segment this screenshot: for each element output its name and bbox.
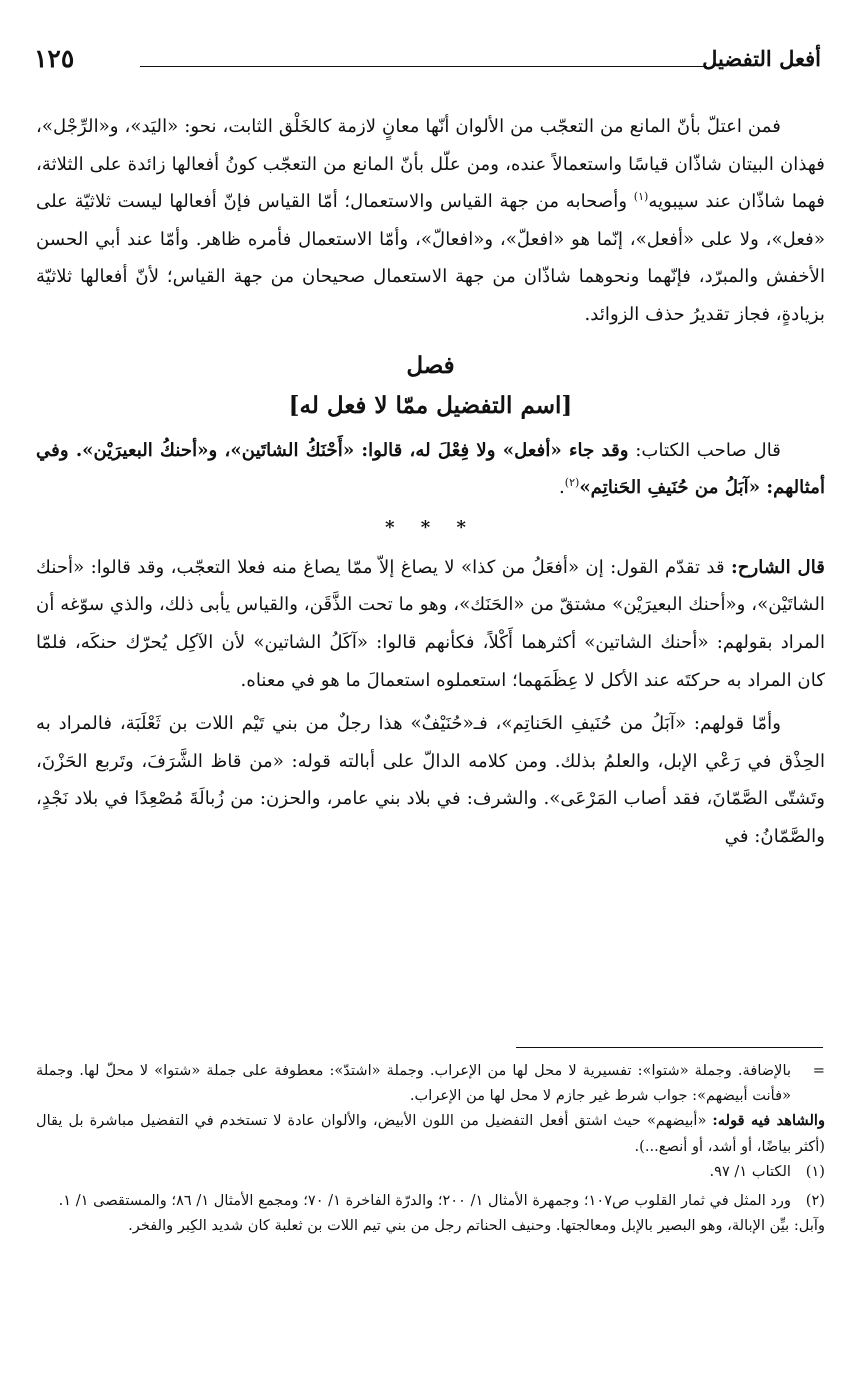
footnote-ref-2: (٢)	[564, 476, 580, 490]
commentary-paragraph: قال الشارح: قد تقدّم القول: إن «أفعَلُ من كذا» لا يصاغ إلاّ ممّا يصاغ منه فعلا التعجّب، وقد قالوا: «أحنك الشاتَيْن»، و«أحنك البعيرَيْن» مشتقّ من «الحَنَك»، وهو ما تحت الذَّقَن، والقياس يأبى ذلك، والذي سوّغه أن المراد بقولهم: «أحنك الشاتين» أكثرهما أَكْلاً، فكأنهم قالوا: «آكَلُ الشاتين» لأن الآكِل يُحرّك حنكَه، فلمّا كان المراد به حركتَه عند الأكل لا عِظَمَهما؛ استعملوه استعمالَ ما هو في معناه.	[36, 556, 825, 691]
footnote-1: (١) الكتاب ١/ ٩٧.	[709, 1162, 825, 1180]
footnote-ref-1: (١)	[633, 190, 649, 204]
paragraph-last: وأمّا قولهم: «آبَلُ من حُنَيفِ الحَناتِم»، فـ«حُنَيْفٌ» هذا رجلٌ من بني تَيْم اللات بن ثَعْلَبَة، فالمراد به الحِذْق في رَعْي الإبل، والعلمُ بذلك. ومن كلامه الدالّ على أبالته قوله: «من قاظ الشَّرَفَ، وتَربع الحَزْنَ، وتَشتّى الصَّمّانَ، فقد أصاب المَرْعَى». والشرف: في بلاد بني عامر، والحزن: من زُبالَةَ مُصْعِدًا في بلاد نَجْدٍ، والصَّمّانُ: في	[36, 713, 825, 847]
footnote-2: (٢) ورد المثل في ثمار القلوب ص١٠٧؛ وجمهرة الأمثال ١/ ٢٠٠؛ والدرّة الفاخرة ١/ ٧٠؛ ومجمع الأمثال ١/ ٨٦؛ والمستقصى ١/ ١.	[58, 1192, 825, 1210]
page-number: ١٢٥	[34, 44, 75, 73]
header-rule	[140, 66, 707, 67]
paragraph-1: فمن اعتلّ بأنّ المانع من التعجّب من الألوان أنّها معانٍ لازمة كالخَلْق الثابت، نحو: «اليَد»، و«الرِّجْل»، فهذان البيتان شاذّان قياسًا واستعمالاً عنده، ومن علّل بأنّ المانع من التعجّب كونُ أفعالها زائدة على الثلاثة، فهما شاذّان عند سيبويه$^{(١)}$ وأصحابه من جهة القياس والاستعمال؛ أمّا القياس فإنّ أفعالها ليست ثلاثيّة على «فعل»، ولا على «أفعل»، إنّما هو «افعلّ»، و«افعالّ»، وأمّا الاستعمال فأمره ظاهر. وأمّا عند أبي الحسن الأخفش والمبرّد، فإنّهما ونحوهما شاذّان من جهة الاستعمال صحيحان من جهة القياس؛ لأنّ أفعالها ثلاثيّة بزيادةٍ، فجاز تقديرُ حذف الزوائد.	[36, 116, 825, 325]
running-header	[30, 40, 825, 80]
footnote-continuation: = بالإضافة. وجملة «شتوا»: تفسيرية لا محل لها من الإعراب. وجملة «اشتدّ»: معطوفة على جملة «شتوا» لا محلّ لها. وجملة «فأنت أبيضهم»: جواب شرط غير جازم لا محل لها من الإعراب.	[36, 1062, 825, 1105]
section-title: [اسم التفضيل ممّا لا فعل له]	[288, 391, 573, 419]
section-separator: * * *	[385, 516, 476, 538]
author-quote: قال صاحب الكتاب: وقد جاء «أفعل» ولا فِعْلَ له، قالوا: «أَحْنَكُ الشاتَين»، و«أحنكُ البعيرَيْن». وفي أمثالهم: «آبَلُ من حُنَيفِ الحَناتِم»$^{(٢)}$.	[36, 439, 825, 499]
commentary-label: قال الشارح:	[731, 556, 825, 578]
footnote-shahid: والشاهد فيه قوله: «أبيضهم» حيث اشتق أفعل التفضيل من اللون الأبيض، والألوان عادة لا تستخدم في التفضيل مباشرة بل يقال (أكثر بياضًا، أو أشد، أو أنصع...).	[36, 1112, 826, 1155]
section-heading: فصل	[406, 351, 455, 379]
footnote-rule	[516, 1047, 823, 1048]
footnote-2-continuation: وآبل: بيِّن الإبالة، وهو البصير بالإبل ومعالجتها. وحنيف الحناتم رجل من بني تيم اللات بن ثعلبة كان شديد الكِبر والفخر.	[128, 1217, 825, 1235]
main-text	[36, 108, 825, 856]
footnotes	[36, 1058, 825, 1238]
running-title: أفعل التفضيل	[702, 46, 821, 71]
